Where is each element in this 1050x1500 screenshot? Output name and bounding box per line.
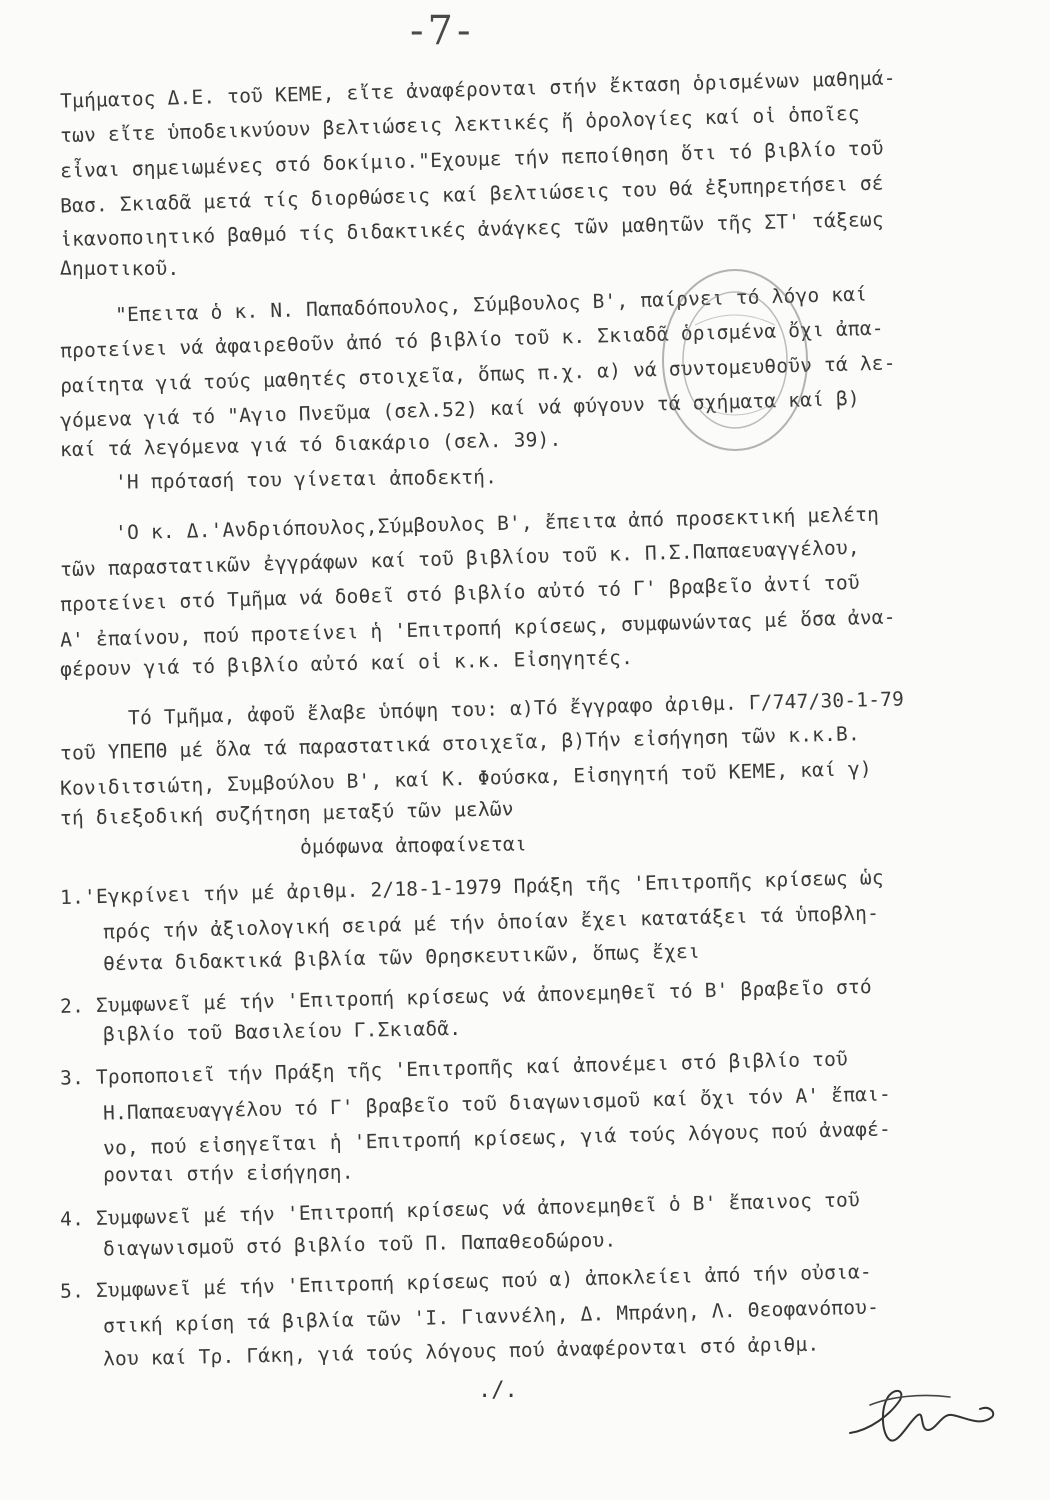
page-footer-mark: ./.	[478, 1378, 518, 1403]
text-line: Η.Παπαευαγγέλου τό Γ' βραβεῖο τοῦ διαγωνισμοῦ καί ὄχι τόν Α' ἔπαι-	[102, 1082, 892, 1125]
text-line: ρονται στήν εἰσήγηση.	[102, 1160, 354, 1187]
text-line: Βασ. Σκιαδᾶ μετά τίς διορθώσεις καί βελτιώσεις του θά ἐξυπηρετήσει σέ	[59, 171, 885, 218]
text-line: τῶν παραστατικῶν ἐγγράφων καί τοῦ βιβλίου τοῦ κ. Π.Σ.Παπαευαγγέλου,	[59, 535, 861, 582]
text-line: θέντα διδακτικά βιβλία τῶν Θρησκευτικῶν, ὅπως ἔχει	[102, 939, 701, 976]
text-line: βιβλίο τοῦ Βασιλείου Γ.Σκιαδᾶ.	[102, 1016, 462, 1047]
text-line: 2. Συμφωνεῖ μέ τήν 'Επιτροπή κρίσεως νά ἀπονεμηθεῖ τό Β' βραβεῖο στό	[59, 975, 873, 1018]
text-line: τή διεξοδική συζήτηση μεταξύ τῶν μελῶν	[59, 797, 514, 830]
official-stamp-icon	[655, 265, 815, 465]
text-line: 3. Τροποποιεῖ τήν Πράξη τῆς 'Επιτροπῆς καί ἀπονέμει στό βιβλίο τοῦ	[59, 1047, 849, 1090]
text-line: Κονιδιτσιώτη, Συμβούλου Β', καί Κ. Φούσκα, Εἰσηγητή τοῦ ΚΕΜΕ, καί γ)	[59, 757, 873, 800]
text-line: Τό Τμῆμα, ἀφοῦ ἔλαβε ὑπόψη του: α)Τό ἔγγραφο ἀριθμ. Γ/747/30-1-79	[127, 687, 905, 730]
text-line: πρός τήν ἀξιολογική σειρά μέ τήν ὁποίαν ἔχει κατατάξει τά ὑποβλη-	[102, 901, 880, 944]
signature-icon	[840, 1375, 1000, 1455]
text-line: ραίτητα γιά τούς μαθητές στοιχεῖα, ὅπως π.χ. α) νά συντομευθοῦν τά λε-	[59, 351, 896, 398]
text-line: νο, πού εἰσηγεῖται ἡ 'Επιτροπή κρίσεως, γιά τούς λόγους πού ἀναφέ-	[102, 1117, 892, 1160]
text-line: ἱκανοποιητικό βαθμό τίς διδακτικές ἀνάγκες τῶν μαθητῶν τῆς ΣΤ' τάξεως	[59, 207, 885, 252]
text-line: φέρουν γιά τό βιβλίο αὐτό καί οἱ κ.κ. Εἰσηγητές.	[59, 646, 634, 681]
text-line: 'Η πρότασή του γίνεται ἀποδεκτή.	[114, 465, 498, 494]
text-line: 5. Συμφωνεῖ μέ τήν 'Επιτροπή κρίσεως πού α) ἀποκλείει ἀπό τήν οὐσια-	[59, 1260, 873, 1303]
text-line: στική κρίση τά βιβλία τῶν 'Ι. Γιαννέλη, Δ. Μπράνη, Λ. Θεοφανόπου-	[102, 1295, 880, 1338]
text-line: ὁμόφωνα ἀποφαίνεται	[299, 832, 528, 859]
text-line: 1.'Εγκρίνει τήν μέ ἀριθμ. 2/18-1-1979 Πράξη τῆς 'Επιτροπῆς κρίσεως ὡς	[59, 865, 885, 910]
text-line: προτείνει νά ἀφαιρεθοῦν ἀπό τό βιβλίο τοῦ κ. Σκιαδᾶ ὁρισμένα ὄχι ἀπα-	[59, 316, 885, 363]
text-line: Δημοτικοῦ.	[60, 257, 180, 280]
text-line: τοῦ ΥΠΕΠΘ μέ ὅλα τά παραστατικά στοιχεῖα, β)Τήν εἰσήγηση τῶν κ.κ.Β.	[59, 722, 861, 765]
text-line: γόμενα γιά τό "Αγιο Πνεῦμα (σελ.52) καί νά φύγουν τά σχήματα καί β)	[59, 386, 861, 433]
text-line: εἶναι σημειωμένες στό δοκίμιο."Εχουμε τήν πεποίθηση ὅτι τό βιβλίο τοῦ	[59, 136, 885, 183]
page-number: -7-	[410, 8, 475, 54]
text-line: προτείνει στό Τμῆμα νά δοθεῖ στό βιβλίο αὐτό τό Γ' βραβεῖο ἀντί τοῦ	[59, 570, 861, 617]
text-line: των εἴτε ὑποδεικνύουν βελτιώσεις λεκτικές ἤ ὁρολογίες καί οἱ ὁποῖες	[59, 101, 861, 148]
text-line: διαγωνισμοῦ στό βιβλίο τοῦ Π. Παπαθεοδώρου.	[102, 1228, 617, 1261]
text-line: καί τά λεγόμενα γιά τό διακάριο (σελ. 39).	[59, 427, 562, 462]
text-line: Τμήματος Δ.Ε. τοῦ ΚΕΜΕ, εἴτε ἀναφέρονται στήν ἔκταση ὁρισμένων μαθημά-	[59, 66, 896, 113]
text-line: 'Ο κ. Δ.'Ανδριόπουλος,Σύμβουλος Β', ἔπειτα ἀπό προσεκτική μελέτη	[114, 502, 880, 545]
text-line: λου καί Τρ. Γάκη, γιά τούς λόγους πού ἀναφέρονται στό ἀριθμ.	[102, 1332, 820, 1371]
text-line: "Επειτα ὁ κ. Ν. Παπαδόπουλος, Σύμβουλος Β', παίρνει τό λόγο καί	[114, 282, 868, 327]
text-line: 4. Συμφωνεῖ μέ τήν 'Επιτροπή κρίσεως νά ἀπονεμηθεῖ ὁ Β' ἔπαινος τοῦ	[59, 1188, 861, 1231]
text-line: Α' ἐπαίνου, πού προτείνει ἡ 'Επιτροπή κρίσεως, συμφωνώντας μέ ὅσα ἀνα-	[59, 605, 896, 652]
